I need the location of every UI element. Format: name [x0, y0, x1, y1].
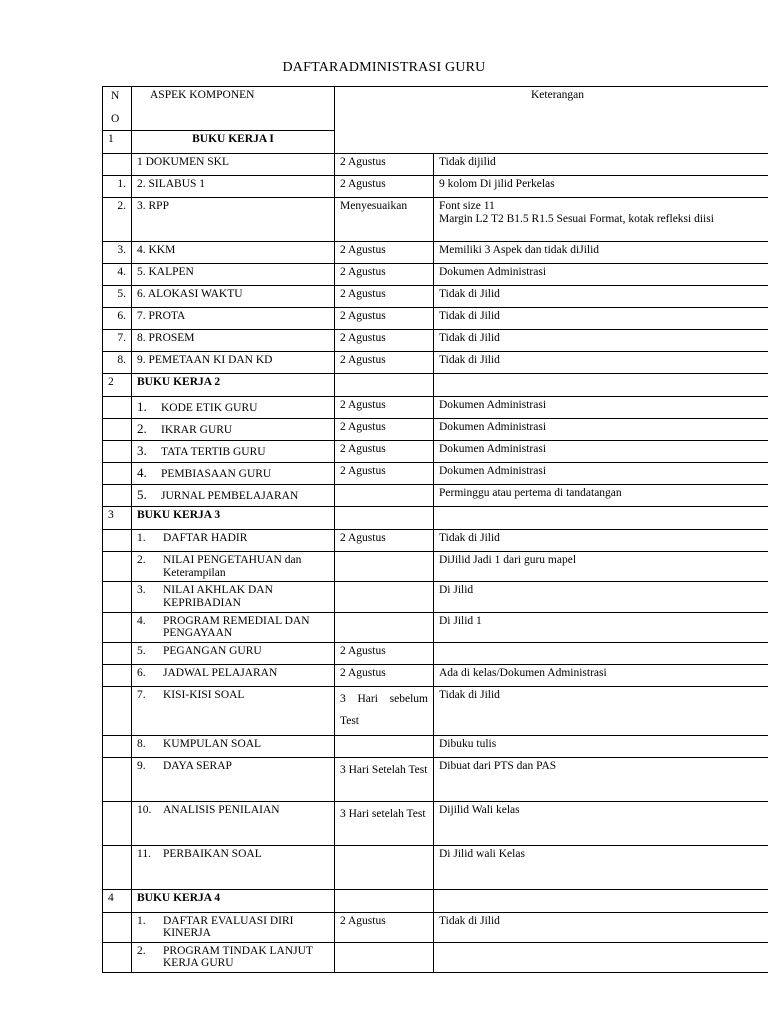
section-no: 4	[103, 889, 132, 912]
table-row	[103, 286, 768, 308]
row-item	[132, 845, 335, 889]
row-note: Tidak di Jilid	[434, 286, 768, 308]
row-item	[132, 530, 335, 552]
row-no	[103, 397, 132, 419]
row-item	[132, 686, 335, 735]
table-row	[103, 441, 768, 463]
table-row	[103, 485, 768, 507]
row-item	[132, 757, 335, 801]
row-date: 2 Agustus	[335, 308, 434, 330]
table-row	[103, 463, 768, 485]
table-row	[103, 397, 768, 419]
row-item-label: DAFTAR EVALUASI DIRI KINERJA	[163, 914, 294, 940]
section-title: BUKU KERJA I	[132, 131, 335, 154]
row-note: Tidak di Jilid	[434, 308, 768, 330]
row-item-label: PEGANGAN GURU	[163, 644, 262, 657]
row-item: 1 DOKUMEN SKL	[132, 154, 335, 176]
row-no	[103, 642, 132, 664]
document-title: DAFTARADMINISTRASI GURU	[282, 60, 486, 75]
header-aspek-label: ASPEK KOMPONEN	[150, 89, 255, 101]
table-row	[103, 552, 768, 582]
row-item: 3. RPP	[132, 198, 335, 242]
row-date: 2 Agustus	[335, 463, 434, 485]
row-item-label: DAYA SERAP	[163, 759, 232, 772]
row-note: Tidak di Jilid	[434, 530, 768, 552]
row-no: 7.	[103, 330, 132, 352]
row-no	[103, 612, 132, 642]
row-date: 2 Agustus	[335, 242, 434, 264]
row-item: 2. SILABUS 1	[132, 176, 335, 198]
header-no	[103, 87, 132, 131]
row-note: Ada di kelas/Dokumen Administrasi	[434, 664, 768, 686]
row-note	[434, 507, 768, 530]
row-date: 2 Agustus	[335, 176, 434, 198]
table-row	[103, 686, 768, 735]
row-note	[434, 198, 768, 242]
table-header-row	[103, 87, 768, 131]
row-item	[132, 642, 335, 664]
row-item	[132, 942, 335, 972]
row-no: 1.	[103, 176, 132, 198]
row-item-number: 5.	[137, 644, 146, 657]
row-note: Di Jilid 1	[434, 612, 768, 642]
row-item-number: 8.	[137, 737, 146, 750]
row-date	[335, 507, 434, 530]
administration-table	[102, 86, 768, 973]
row-note: Di Jilid	[434, 582, 768, 612]
table-row	[103, 419, 768, 441]
table-row	[103, 845, 768, 889]
row-date: 2 Agustus	[335, 912, 434, 942]
table-row	[103, 642, 768, 664]
row-date: 3 Hari sebelum Test	[335, 686, 434, 735]
row-item-number: 5.	[137, 487, 147, 502]
row-no	[103, 686, 132, 735]
row-item: 9. PEMETAAN KI DAN KD	[132, 352, 335, 374]
table-row	[103, 352, 768, 374]
row-date: 2 Agustus	[335, 154, 434, 176]
row-date: 2 Agustus	[335, 330, 434, 352]
table-row	[103, 735, 768, 757]
row-item	[132, 612, 335, 642]
row-date	[335, 374, 434, 397]
row-date: Menyesuaikan	[335, 198, 434, 242]
row-item	[132, 552, 335, 582]
row-note: Dokumen Administrasi	[434, 264, 768, 286]
row-no: 4.	[103, 264, 132, 286]
row-date: 2 Agustus	[335, 664, 434, 686]
table-row	[103, 757, 768, 801]
row-item-label: PERBAIKAN SOAL	[163, 847, 262, 860]
header-keterangan	[335, 87, 768, 154]
table-row	[103, 264, 768, 286]
table-row	[103, 308, 768, 330]
row-note: Dibuat dari PTS dan PAS	[434, 757, 768, 801]
row-item-number: 1.	[137, 399, 147, 414]
row-date	[335, 612, 434, 642]
row-item-number: 4.	[137, 614, 146, 627]
header-no-line1: N	[111, 90, 120, 102]
header-no-line2: O	[111, 112, 120, 125]
row-date: 2 Agustus	[335, 264, 434, 286]
row-no	[103, 912, 132, 942]
row-item	[132, 419, 335, 441]
row-no	[103, 801, 132, 845]
section-no: 1	[103, 131, 132, 154]
row-item	[132, 463, 335, 485]
row-date: 2 Agustus	[335, 419, 434, 441]
row-item-label: DAFTAR HADIR	[163, 532, 248, 544]
row-no: 5.	[103, 286, 132, 308]
row-no: 2.	[103, 198, 132, 242]
row-item-label: ANALISIS PENILAIAN	[163, 803, 280, 816]
row-date: 2 Agustus	[335, 397, 434, 419]
row-no	[103, 582, 132, 612]
section-no: 3	[103, 507, 132, 530]
section-title: BUKU KERJA 4	[132, 889, 335, 912]
row-note: Tidak di Jilid	[434, 352, 768, 374]
table-row	[103, 912, 768, 942]
table-row	[103, 801, 768, 845]
row-item-number: 1.	[137, 914, 146, 927]
section-row	[103, 374, 768, 397]
row-note: Di Jilid wali Kelas	[434, 845, 768, 889]
row-date	[335, 485, 434, 507]
row-note	[434, 942, 768, 972]
table-row	[103, 176, 768, 198]
row-no	[103, 845, 132, 889]
row-no	[103, 757, 132, 801]
table-row	[103, 530, 768, 552]
row-date: 2 Agustus	[335, 530, 434, 552]
row-item-label: KODE ETIK GURU	[161, 402, 258, 414]
row-no	[103, 552, 132, 582]
row-date: 2 Agustus	[335, 642, 434, 664]
row-item-label: NILAI AKHLAK DAN KEPRIBADIAN	[163, 584, 273, 609]
row-date: 3 Hari Setelah Test	[335, 757, 434, 801]
row-note: 9 kolom Di jilid Perkelas	[434, 176, 768, 198]
row-note: Dokumen Administrasi	[434, 419, 768, 441]
table-row	[103, 198, 768, 242]
section-row	[103, 507, 768, 530]
row-item-label: JURNAL PEMBELAJARAN	[161, 490, 299, 502]
table-row	[103, 582, 768, 612]
row-item	[132, 801, 335, 845]
row-date: 2 Agustus	[335, 286, 434, 308]
row-note-line: Margin L2 T2 B1.5 R1.5 Sesuai Format, kotak refleksi diisi	[439, 212, 714, 225]
row-item-number: 2.	[137, 421, 147, 436]
row-item-label: TATA TERTIB GURU	[161, 446, 266, 458]
table-row	[103, 942, 768, 972]
row-item: 8. PROSEM	[132, 330, 335, 352]
row-note: Tidak di Jilid	[434, 912, 768, 942]
row-item-label: PROGRAM REMEDIAL DAN PENGAYAAN	[163, 614, 310, 640]
row-note: Dijilid Wali kelas	[434, 801, 768, 845]
row-note: Dokumen Administrasi	[434, 463, 768, 485]
row-item-number: 4.	[137, 465, 147, 480]
row-no: 6.	[103, 308, 132, 330]
row-item-number: 6.	[137, 666, 146, 679]
row-item-number: 7.	[137, 688, 146, 701]
row-note	[434, 889, 768, 912]
row-item-label: IKRAR GURU	[161, 424, 233, 436]
section-no: 2	[103, 374, 132, 397]
row-item: 6. ALOKASI WAKTU	[132, 286, 335, 308]
row-item	[132, 664, 335, 686]
row-date	[335, 735, 434, 757]
row-no	[103, 485, 132, 507]
row-item-number: 3.	[137, 443, 147, 458]
row-date: 2 Agustus	[335, 352, 434, 374]
row-item-label: NILAI PENGETAHUAN dan Keterampilan	[163, 554, 302, 579]
row-item-label: JADWAL PELAJARAN	[163, 666, 278, 679]
section-title: BUKU KERJA 2	[132, 374, 335, 397]
row-item-label: KISI-KISI SOAL	[163, 688, 245, 701]
row-note: Dokumen Administrasi	[434, 441, 768, 463]
row-no	[103, 664, 132, 686]
row-item	[132, 912, 335, 942]
row-no	[103, 530, 132, 552]
row-note: Dibuku tulis	[434, 735, 768, 757]
row-date: 2 Agustus	[335, 441, 434, 463]
row-item-number: 9.	[137, 759, 146, 772]
row-item-number: 2.	[137, 554, 146, 566]
row-item: 7. PROTA	[132, 308, 335, 330]
row-item-number: 10.	[137, 803, 152, 816]
row-item	[132, 485, 335, 507]
row-item	[132, 397, 335, 419]
row-no	[103, 154, 132, 176]
row-note: Dokumen Administrasi	[434, 397, 768, 419]
header-aspek	[132, 87, 335, 131]
row-item	[132, 582, 335, 612]
row-date	[335, 942, 434, 972]
row-no	[103, 441, 132, 463]
row-item-label: PEMBIASAAN GURU	[161, 468, 272, 480]
row-no	[103, 419, 132, 441]
row-note: Tidak di Jilid	[434, 686, 768, 735]
row-item-number: 11.	[137, 847, 151, 860]
table-row	[103, 612, 768, 642]
row-item: 5. KALPEN	[132, 264, 335, 286]
row-item-number: 1.	[137, 532, 146, 544]
row-note: Perminggu atau pertema di tandatangan	[434, 485, 768, 507]
row-date	[335, 552, 434, 582]
row-no	[103, 942, 132, 972]
row-item: 4. KKM	[132, 242, 335, 264]
section-title: BUKU KERJA 3	[132, 507, 335, 530]
table-row	[103, 154, 768, 176]
row-no	[103, 463, 132, 485]
table-row	[103, 664, 768, 686]
row-no: 8.	[103, 352, 132, 374]
row-note: DiJilid Jadi 1 dari guru mapel	[434, 552, 768, 582]
row-note	[434, 642, 768, 664]
table-row	[103, 242, 768, 264]
row-item	[132, 735, 335, 757]
table-row	[103, 330, 768, 352]
row-note: Memiliki 3 Aspek dan tidak diJilid	[434, 242, 768, 264]
row-item	[132, 441, 335, 463]
row-note: Tidak di Jilid	[434, 330, 768, 352]
row-item-number: 2.	[137, 944, 146, 957]
section-row	[103, 889, 768, 912]
row-item-label: PROGRAM TINDAK LANJUT KERJA GURU	[163, 944, 313, 970]
row-note	[434, 374, 768, 397]
row-no: 3.	[103, 242, 132, 264]
row-no	[103, 735, 132, 757]
row-date	[335, 845, 434, 889]
row-date: 3 Hari setelah Test	[335, 801, 434, 845]
row-item-number: 3.	[137, 584, 146, 597]
row-item-label: KUMPULAN SOAL	[163, 737, 262, 750]
header-keterangan-label: Keterangan	[531, 89, 584, 101]
row-date	[335, 582, 434, 612]
row-note-line: Font size 11	[439, 200, 495, 212]
row-note: Tidak dijilid	[434, 154, 768, 176]
row-date	[335, 889, 434, 912]
